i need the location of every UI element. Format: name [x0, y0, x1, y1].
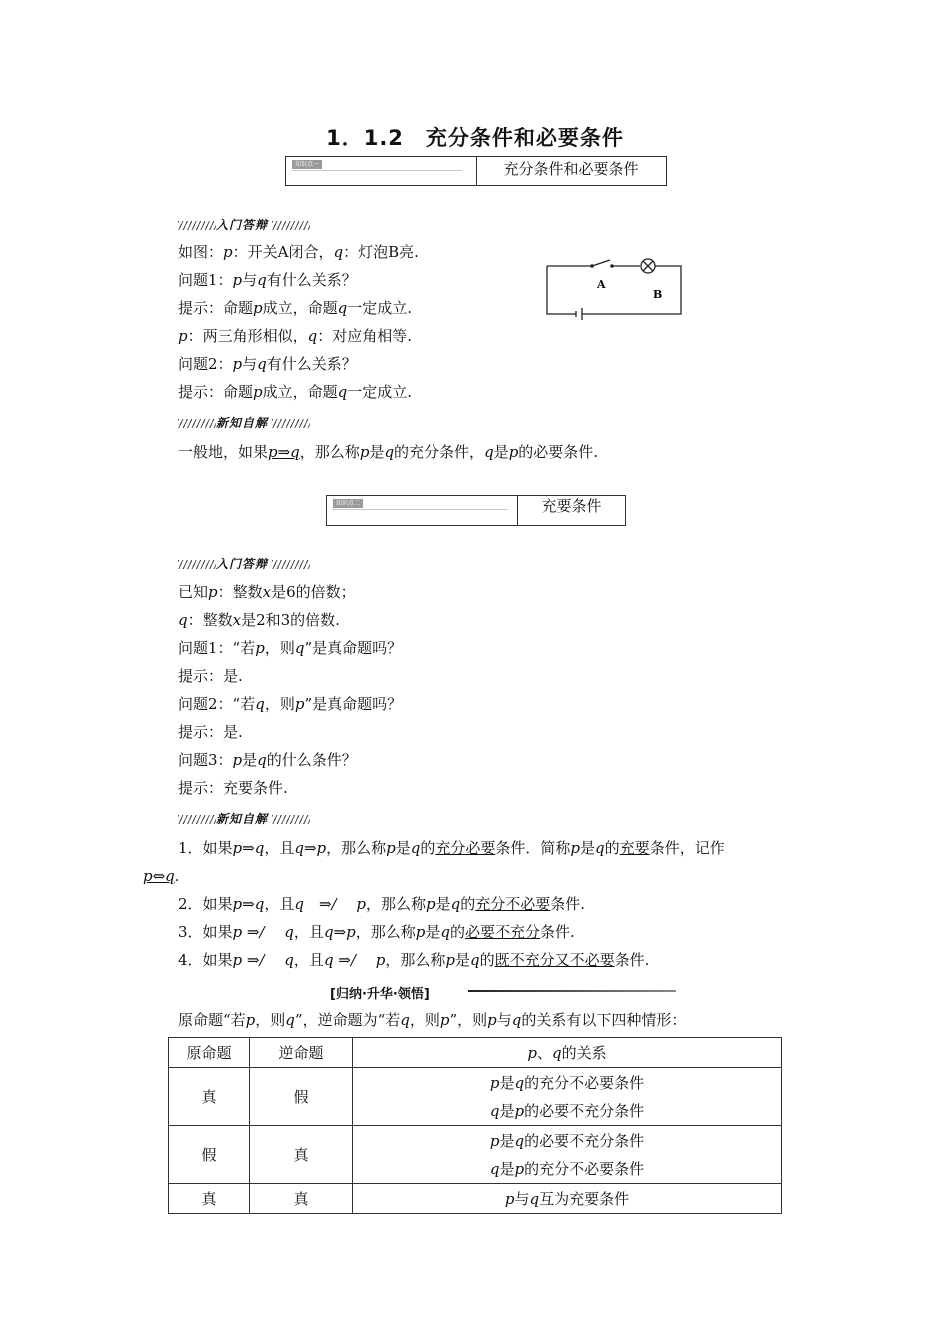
list-item-cont: p⇔q.	[143, 867, 180, 885]
table-row	[169, 1184, 782, 1214]
section-new: 新知自解	[178, 810, 310, 827]
knowledge-tag: 知识点二	[333, 499, 363, 508]
text-line: 如图：p：开关A闭合，q：灯泡B亮.	[178, 243, 419, 261]
hatch-decoration	[272, 221, 310, 230]
knowledge-box-1	[285, 156, 667, 186]
header-cell: p、q的关系	[353, 1038, 782, 1068]
hatch-decoration	[272, 560, 310, 569]
header-cell: 逆命题	[250, 1038, 353, 1068]
hatch-decoration	[272, 815, 310, 824]
cell: 真	[250, 1126, 353, 1184]
hatch-decoration	[178, 221, 216, 230]
text-line: q：整数x是2和3的倍数.	[178, 611, 340, 629]
text-line: 已知p：整数x是6的倍数；	[178, 583, 356, 601]
table-row	[169, 1068, 782, 1126]
text-line: 提示：是.	[178, 667, 243, 685]
cell: p与q互为充要条件	[353, 1184, 782, 1214]
divider	[468, 990, 676, 992]
cell: p是q的充分不必要条件 q是p的必要不充分条件	[353, 1068, 782, 1126]
summary-header: [归纳·升华·领悟]	[330, 987, 430, 1002]
cell: 真	[250, 1184, 353, 1214]
text-line: 问题3：p是q的什么条件？	[178, 751, 357, 769]
section-intro: 入门答辩	[178, 216, 310, 233]
hatch-decoration	[272, 419, 310, 428]
hatch-decoration	[178, 419, 216, 428]
table-header-row	[169, 1038, 782, 1068]
knowledge-box-2	[326, 495, 626, 526]
list-item: 1．如果p⇒q，且q⇒p，那么称p是q的充分必要条件．简称p是q的充要条件，记作	[178, 839, 725, 857]
cell: 假	[250, 1068, 353, 1126]
divider	[333, 509, 508, 510]
table-row	[169, 1126, 782, 1184]
section-intro: 入门答辩	[178, 555, 310, 572]
cell: 真	[169, 1068, 250, 1126]
text-line: 问题2：“若q，则p”是真命题吗？	[178, 695, 403, 713]
hatch-decoration	[178, 560, 216, 569]
section-new: 新知自解	[178, 414, 310, 431]
label-a: A	[597, 278, 606, 291]
text-line: 提示：命题p成立，命题q一定成立.	[178, 299, 413, 317]
divider	[292, 170, 462, 171]
list-item: 4．如果p ⇒/ q，且q ⇒/ p，那么称p是q的既不充分又不必要条件.	[178, 951, 650, 969]
circuit-diagram	[540, 256, 690, 326]
list-item: 3．如果p ⇒/ q，且q⇒p，那么称p是q的必要不充分条件.	[178, 923, 575, 941]
label-b: B	[653, 288, 663, 301]
cell: 真	[169, 1184, 250, 1214]
definition-line: 一般地，如果p⇒q，那么称p是q的充分条件，q是p的必要条件.	[178, 443, 599, 461]
hatch-decoration	[178, 815, 216, 824]
relation-table	[168, 1037, 782, 1214]
page-title: 1．1.2 充分条件和必要条件	[326, 126, 624, 150]
switch-icon	[592, 260, 610, 266]
battery-icon	[576, 308, 582, 320]
text-line: p：两三角形相似，q：对应角相等.	[178, 327, 413, 345]
text-line: 问题1：“若p，则q”是真命题吗？	[178, 639, 403, 657]
knowledge-tag: 知识点一	[292, 160, 322, 169]
text-line: 问题1：p与q有什么关系？	[178, 271, 357, 289]
text-line: 提示：是.	[178, 723, 243, 741]
header-cell: 原命题	[169, 1038, 250, 1068]
knowledge-label: 充要条件	[541, 497, 602, 515]
list-item: 2．如果p⇒q，且q ⇒/ p，那么称p是q的充分不必要条件.	[178, 895, 586, 913]
text-line: 提示：命题p成立，命题q一定成立.	[178, 383, 413, 401]
cell: p是q的必要不充分条件 q是p的充分不必要条件	[353, 1126, 782, 1184]
text-line: 问题2：p与q有什么关系？	[178, 355, 357, 373]
summary-intro: 原命题“若p，则q”，逆命题为“若q，则p”，则p与q的关系有以下四种情形：	[178, 1011, 687, 1029]
text-line: 提示：充要条件.	[178, 779, 288, 797]
cell: 假	[169, 1126, 250, 1184]
knowledge-label: 充分条件和必要条件	[503, 160, 639, 178]
